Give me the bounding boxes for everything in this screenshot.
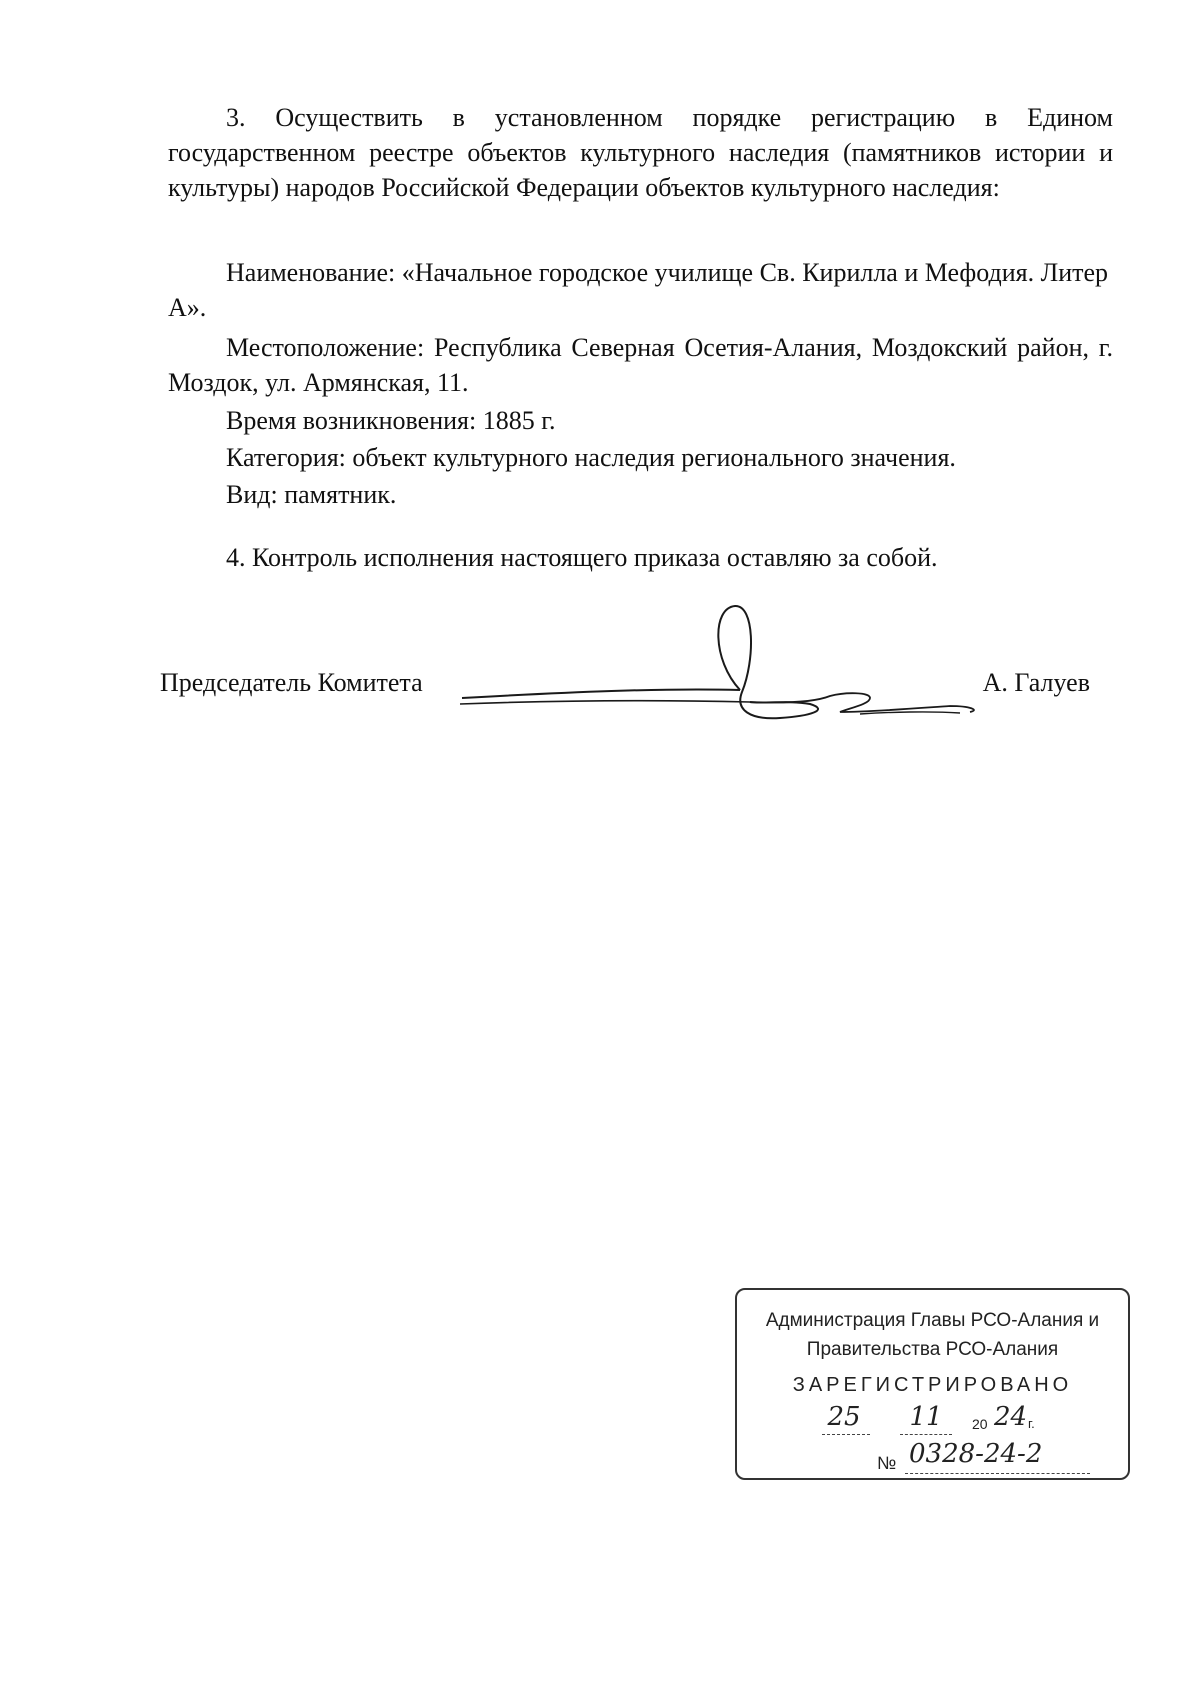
object-kind-text: Вид: памятник.	[226, 480, 397, 509]
number-underline	[905, 1473, 1090, 1474]
signer-title: Председатель Комитета	[160, 668, 423, 697]
registration-stamp	[735, 1288, 1130, 1480]
paragraph-object-category	[168, 440, 1113, 475]
paragraph-object-time	[168, 403, 1113, 438]
item-3-text: 3. Осуществить в установленном порядке регистрацию в Едином государственном реестре объектов культурного наследия (памятников истории и культуры) народов Российской Федерации объектов культурного наследия:	[168, 103, 1113, 202]
stamp-year-prefix: 20	[972, 1416, 988, 1432]
object-name-text: Наименование: «Начальное городское училище Св. Кирилла и Мефодия. Литер А».	[168, 258, 1109, 322]
paragraph-item-3	[168, 100, 1113, 205]
stamp-year-suffix: г.	[1028, 1416, 1035, 1431]
object-time-text: Время возникновения: 1885 г.	[226, 406, 556, 435]
stamp-month: 11	[909, 1402, 943, 1432]
stamp-day: 25	[827, 1402, 861, 1432]
object-location-text: Местоположение: Республика Северная Осетия-Алания, Моздокский район, г. Моздок, ул. Армянская, 11.	[168, 333, 1113, 397]
paragraph-object-name	[168, 255, 1113, 325]
paragraph-object-kind	[168, 477, 1113, 512]
handwritten-signature	[450, 600, 1010, 740]
paragraph-object-location	[168, 330, 1113, 400]
stamp-org-line-1: Администрация Главы РСО-Алания и	[765, 1310, 1100, 1331]
number-sign: №	[877, 1453, 897, 1473]
stamp-number-value: 0328-24-2	[909, 1439, 1043, 1469]
month-underline	[900, 1434, 952, 1435]
stamp-date	[822, 1402, 1052, 1438]
stamp-registration-number	[877, 1439, 1107, 1475]
stamp-org-line-2: Правительства РСО-Алания	[806, 1339, 1059, 1360]
signer-name: А. Галуев	[982, 668, 1090, 697]
stamp-title: ЗАРЕГИСТРИРОВАНО	[792, 1374, 1073, 1396]
paragraph-item-4	[168, 540, 1113, 575]
item-4-text: 4. Контроль исполнения настоящего приказа оставляю за собой.	[226, 543, 938, 572]
stamp-year-hand: 24	[994, 1402, 1028, 1432]
day-underline	[822, 1434, 870, 1435]
object-category-text: Категория: объект культурного наследия регионального значения.	[226, 443, 956, 472]
